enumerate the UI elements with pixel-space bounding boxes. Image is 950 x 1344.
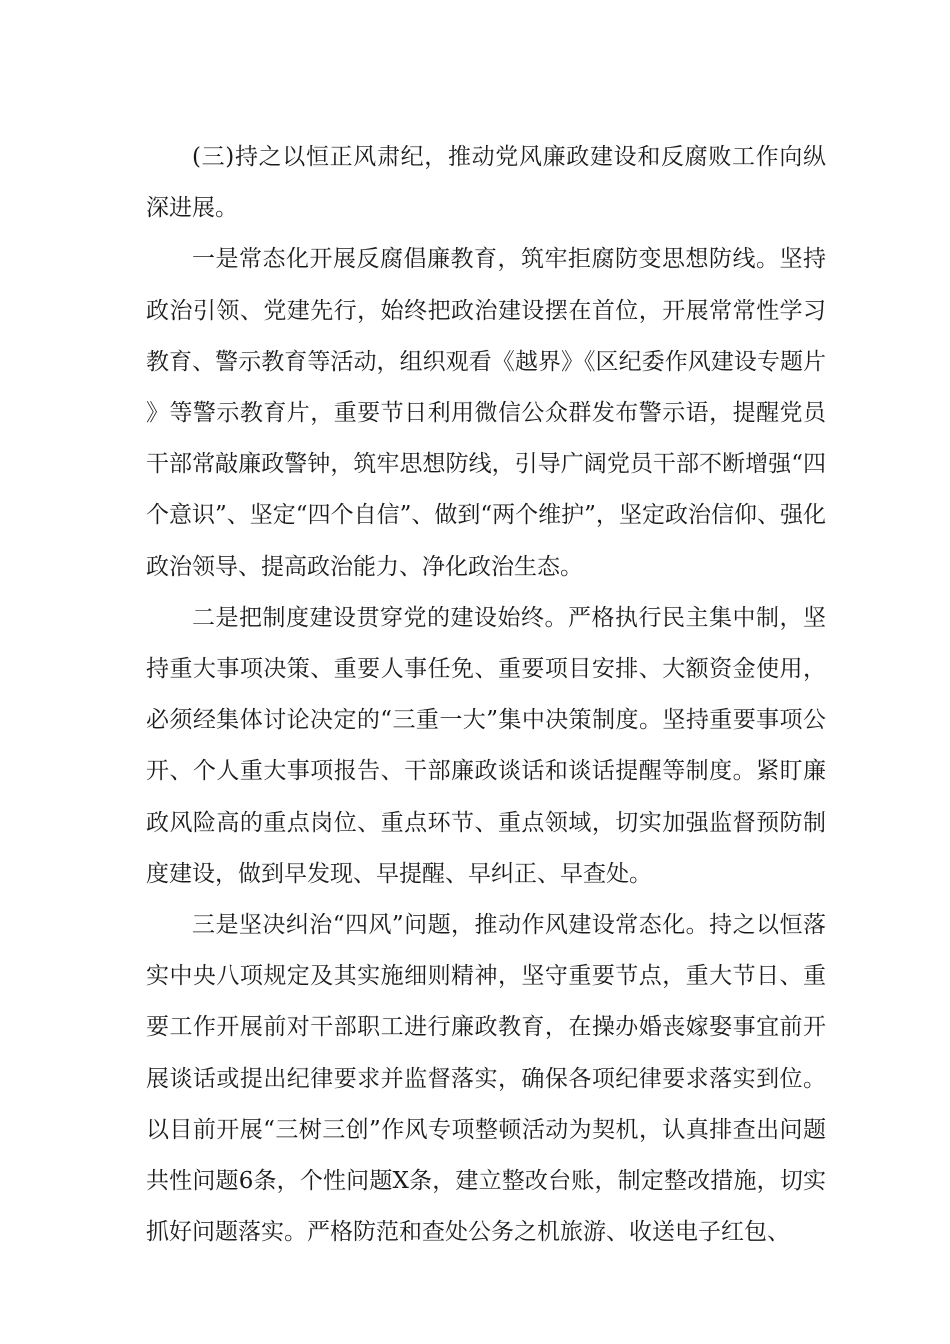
body-paragraph-education: 一是常态化开展反腐倡廉教育，筑牢拒腐防变思想防线。坚持政治引领、党建先行，始终把政治建设摆在首位，开展常常性学习教育、警示教育等活动，组织观看《越界》《区纪委作风建设专题片》等警示教育片，重要节日利用微信公众群发布警示语，提醒党员干部常敲廉政警钟，筑牢思想防线，引导广阔党员干部不断增强“四个意识”、坚定“四个自信”、做到“两个维护”，坚定政治信仰、强化政治领导、提高政治能力、净化政治生态。 <box>146 246 826 580</box>
body-paragraph-system-building: 二是把制度建设贯穿党的建设始终。严格执行民主集中制，坚持重大事项决策、重要人事任免、重要项目安排、大额资金使用，必须经集体讨论决定的“三重一大”集中决策制度。坚持重要事项公开、个人重大事项报告、干部廉政谈话和谈话提醒等制度。紧盯廉政风险高的重点岗位、重点环节、重点领域，切实加强监督预防制度建设，做到早发现、早提醒、早纠正、早查处。 <box>146 604 826 887</box>
section-heading-paragraph: (三)持之以恒正风肃纪，推动党风廉政建设和反腐败工作向纵深进展。 <box>146 144 826 222</box>
document-body <box>146 132 826 1258</box>
body-paragraph-four-winds: 三是坚决纠治“四风”问题，推动作风建设常态化。持之以恒落实中央八项规定及其实施细则精神，坚守重要节点，重大节日、重要工作开展前对干部职工进行廉政教育，在操办婚丧嫁娶事宜前开展谈话或提出纪律要求并监督落实，确保各项纪律要求落实到位。以目前开展“三树三创”作风专项整顿活动为契机，认真排查出问题共性问题6条，个性问题X条，建立整改台账，制定整改措施，切实抓好问题落实。严格防范和查处公务之机旅游、收送电子红包、 <box>146 912 826 1246</box>
